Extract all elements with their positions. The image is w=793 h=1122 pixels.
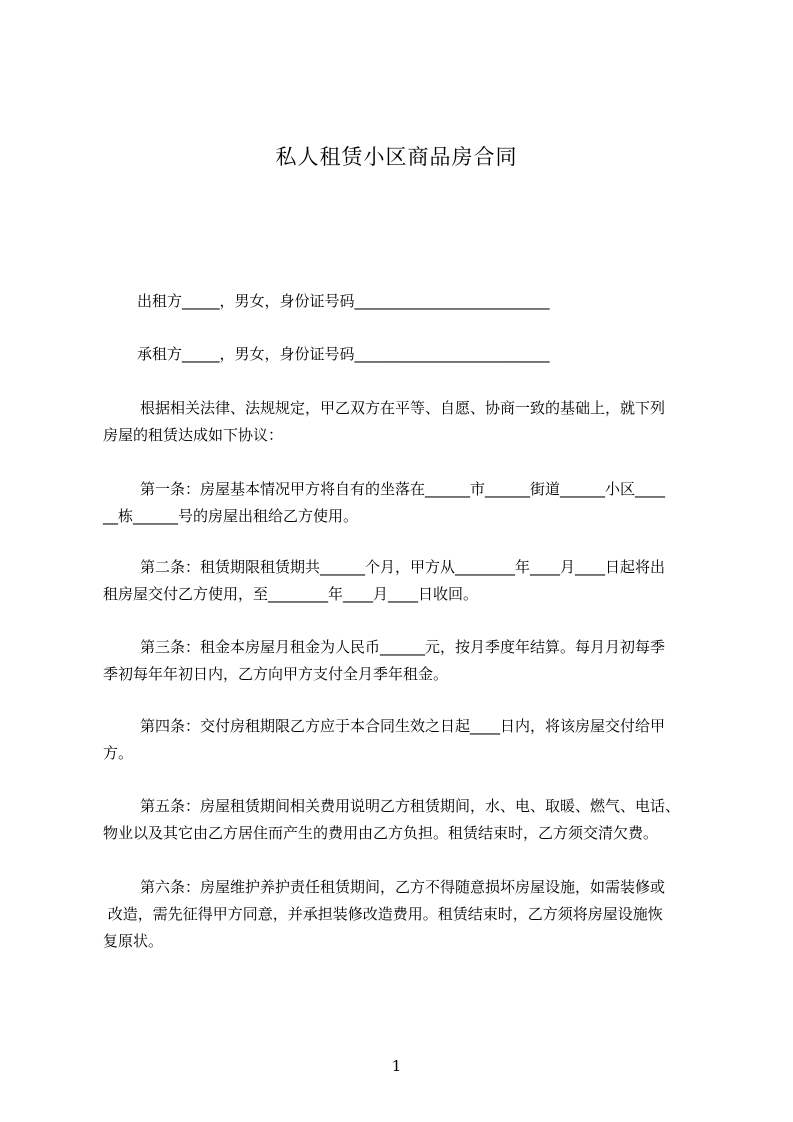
article-1-line-1: 第一条：房屋基本情况甲方将自有的坐落在______市______街道______小区____ [140,480,666,498]
article-6-line-3: 复原状。 [103,932,164,950]
lessor-line: 出租方_____，男女，身份证号码__________________________ [137,292,550,310]
lessee-line: 承租方_____，男女，身份证号码__________________________ [137,345,550,363]
article-2-line-2: 租房屋交付乙方使用，至________年____月____日收回。 [103,585,479,603]
article-3-line-2: 季初每年年初日内，乙方向甲方支付全月季年租金。 [103,665,449,683]
document-title: 私人租赁小区商品房合同 [275,145,518,169]
article-6-line-1: 第六条：房屋维护养护责任租赁期间，乙方不得随意损坏房屋设施，如需装修或 [140,878,666,896]
article-4-line-2: 方。 [103,744,134,762]
preamble-line-2: 房屋的租赁达成如下协议： [103,426,284,444]
article-2-line-1: 第二条：租赁期限租赁期共______个月，甲方从________年____月____日起将出 [140,558,666,576]
page-number: 1 [391,1057,402,1075]
article-5-line-1: 第五条：房屋租赁期间相关费用说明乙方租赁期间，水、电、取暖、燃气、电话、 [140,797,681,815]
article-1-line-2: __栋______号的房屋出租给乙方使用。 [103,507,359,525]
article-3-line-1: 第三条：租金本房屋月租金为人民币______元，按月季度年结算。每月月初每季 [140,638,666,656]
preamble-line-1: 根据相关法律、法规规定，甲乙双方在平等、自愿、协商一致的基础上，就下列 [140,399,666,417]
article-6-line-2: 改造，需先征得甲方同意，并承担装修改造费用。租赁结束时，乙方须将房屋设施恢 [103,905,663,923]
article-5-line-2: 物业以及其它由乙方居住而产生的费用由乙方负担。租赁结束时，乙方须交清欠费。 [103,824,659,842]
article-4-line-1: 第四条：交付房租期限乙方应于本合同生效之日起____日内，将该房屋交付给甲 [140,717,666,735]
